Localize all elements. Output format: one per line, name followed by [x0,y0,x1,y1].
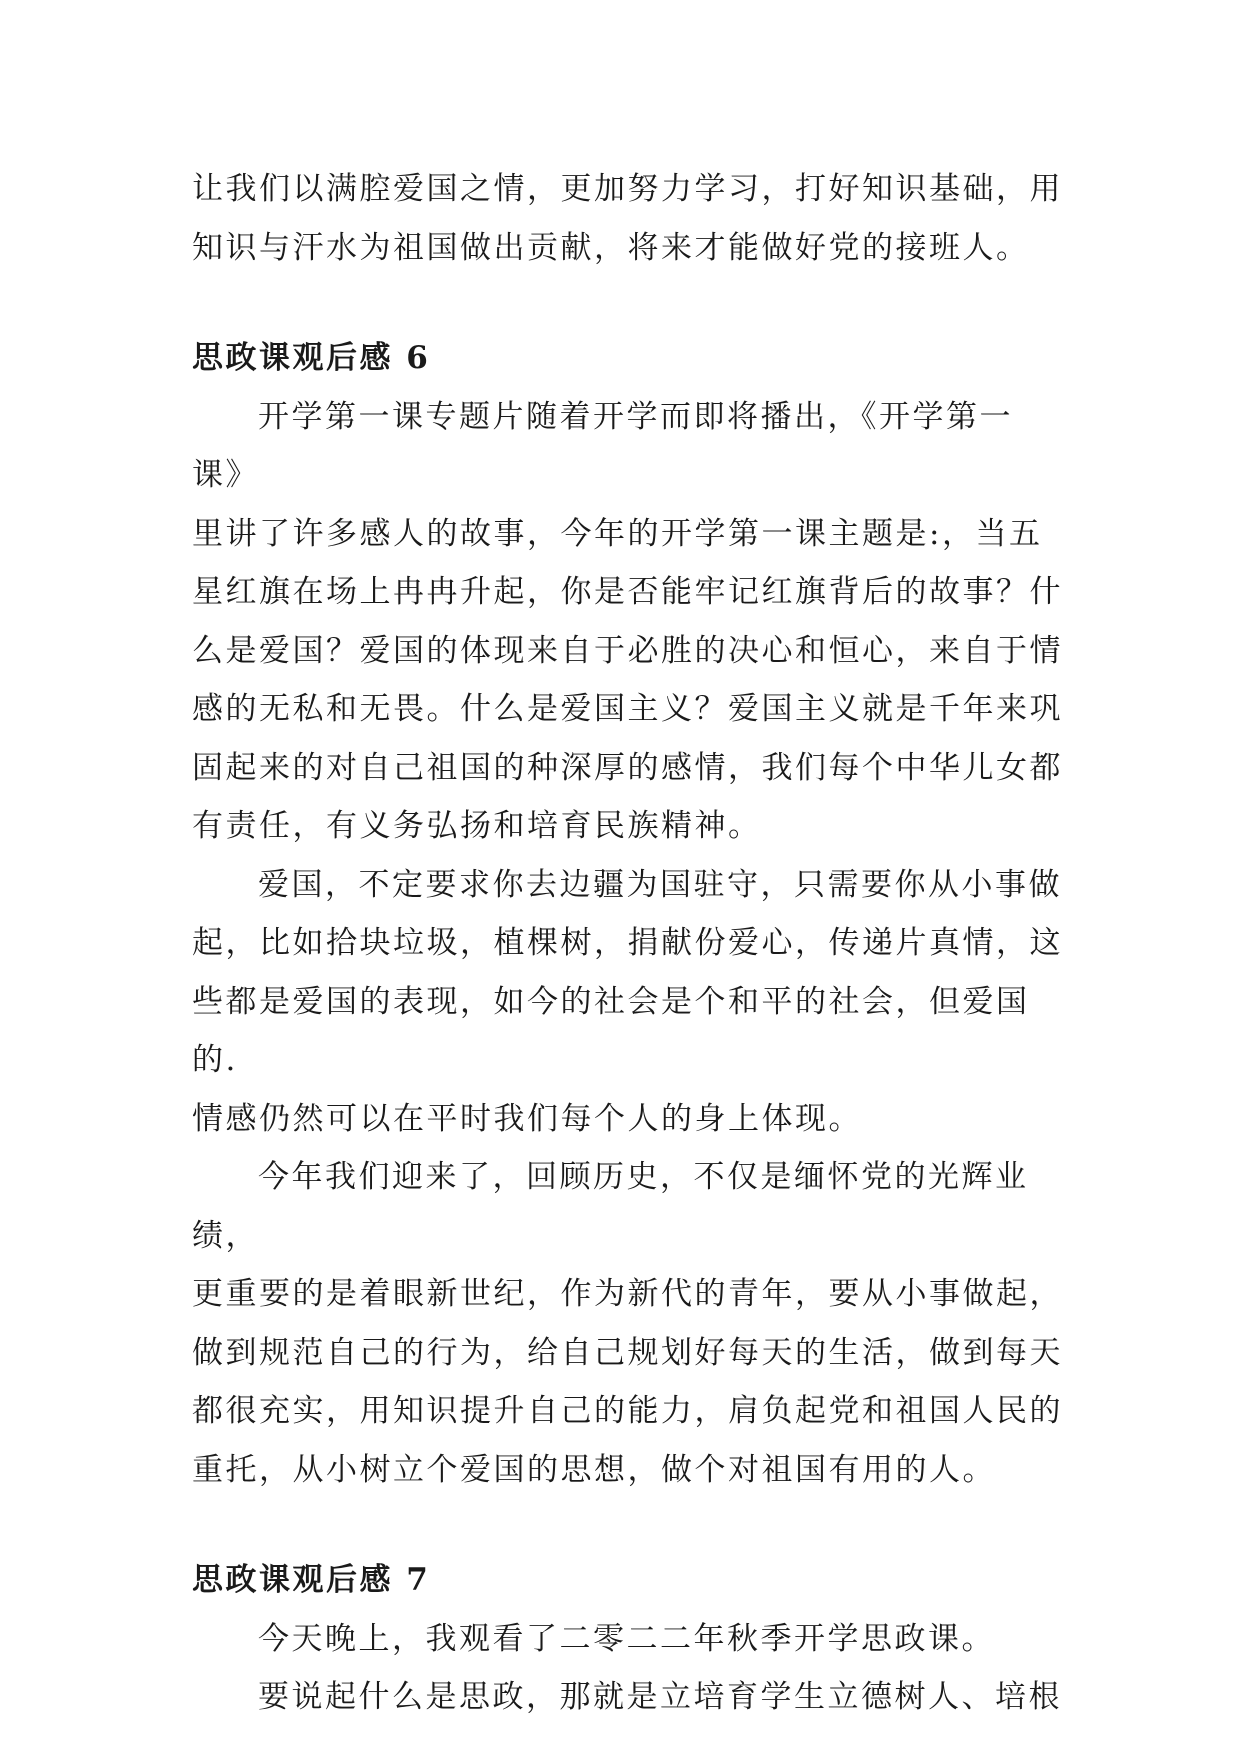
text-line: 里讲了许多感人的故事，今年的开学第一课主题是:，当五 [192,515,1043,552]
text-line: 重托，从小树立个爱国的思想，做个对祖国有用的人。 [192,1451,996,1488]
body-paragraph [192,1610,1072,1669]
text-line: 要说起什么是思政，那就是立培育学生立德树人、培根 [258,1679,1062,1715]
section-heading: 思政课观后感 6 [192,340,431,376]
text-line: 更重要的是着眼新世纪，作为新代的青年，要从小事做起， [192,1276,1063,1312]
text-line: 么是爱国？爱国的体现来自于必胜的决心和恒心，来自于情 [192,632,1063,669]
body-paragraph [192,1668,1072,1727]
text-line: 今天晚上，我观看了二零二二年秋季开学思政课。 [258,1620,995,1657]
text-line: 都很充实，用知识提升自己的能力，肩负起党和祖国人民的 [192,1393,1063,1429]
text-line: 情感仍然可以在平时我们每个人的身上体现。 [192,1100,862,1137]
body-paragraph [192,856,1072,1149]
text-line: 让我们以满腔爱国之情，更加努力学习，打好知识基础，用 [192,171,1063,207]
text-line: 星红旗在场上冉冉升起，你是否能牢记红旗背后的故事？什 [192,574,1063,610]
body-paragraph [192,388,1072,856]
text-line: 做到规范自己的行为，给自己规划好每天的生活，做到每天 [192,1334,1063,1371]
text-line: 爱国，不定要求你去边疆为国驻守，只需要你从小事做 [258,866,1062,903]
body-paragraph [192,160,1072,277]
text-line: 起，比如拾块垃圾，植棵树，捐献份爱心，传递片真情，这 [192,925,1063,961]
section-heading: 思政课观后感 7 [192,1562,431,1598]
text-line: 开学第一课专题片随着开学而即将播出，《开学第一课》 [192,398,1013,493]
text-line: 有责任，有义务弘扬和培育民族精神。 [192,808,762,844]
text-line: 今年我们迎来了，回顾历史，不仅是缅怀党的光辉业绩， [192,1159,1029,1254]
text-line: 感的无私和无畏。什么是爱国主义？爱国主义就是千年来巩 [192,691,1063,727]
document-page [192,160,1072,1727]
text-line: 些都是爱国的表现，如今的社会是个和平的社会，但爱国的. [192,983,1030,1078]
text-line: 固起来的对自己祖国的种深厚的感情，我们每个中华儿女都 [192,749,1063,786]
body-paragraph [192,1148,1072,1499]
text-line: 知识与汗水为祖国做出贡献，将来才能做好党的接班人。 [192,229,1030,266]
